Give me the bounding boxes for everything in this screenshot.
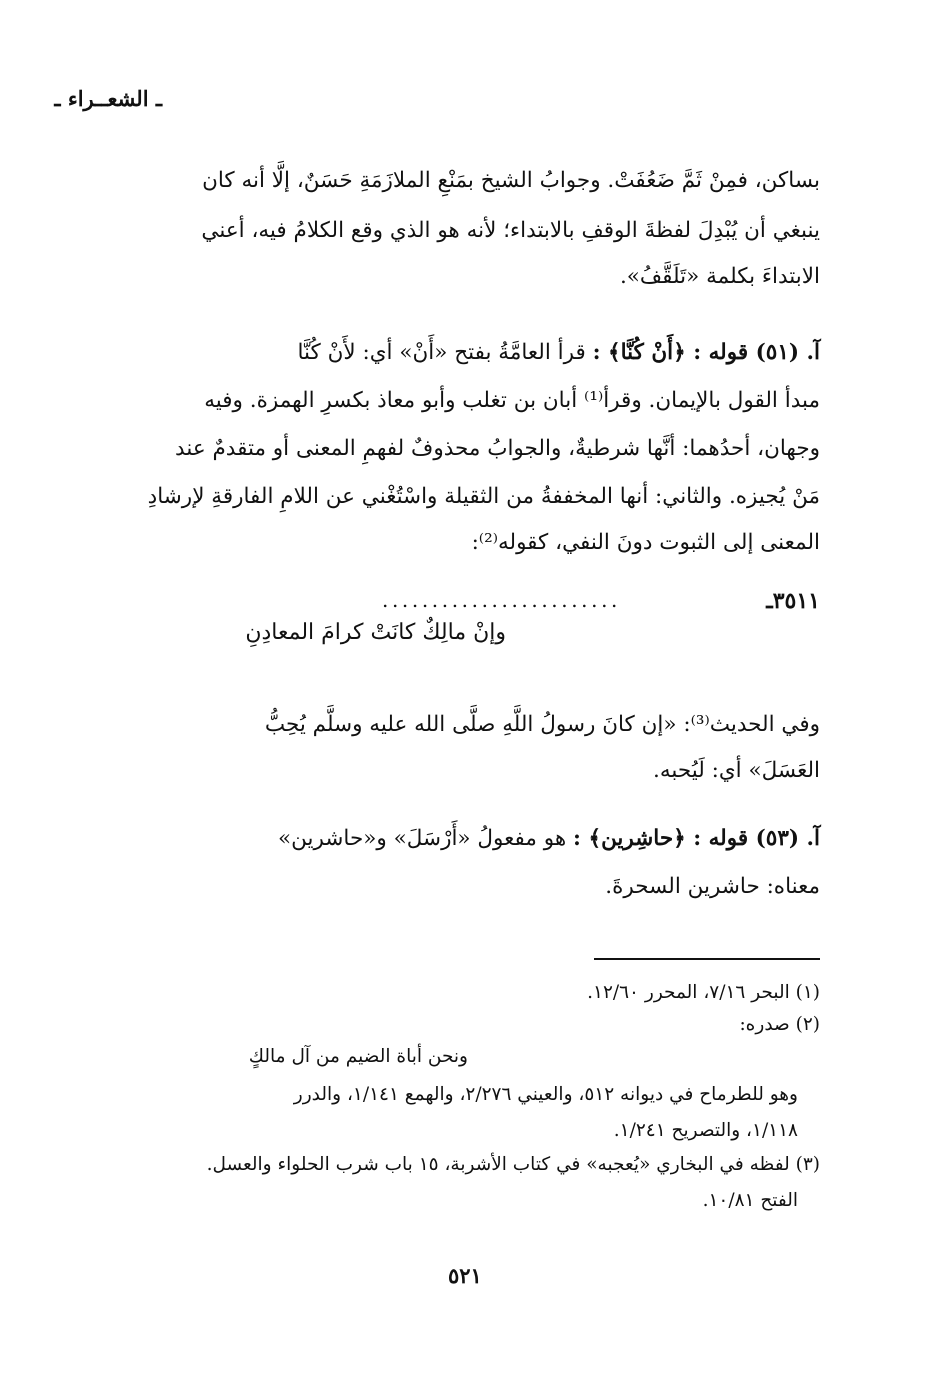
para2-line-2: مبدأ القول بالإيمان. وقرأ⁽¹⁾ أبان بن تغلب وأبو معاذ بكسرِ الهمزة. وفيه xyxy=(204,388,820,413)
footnote-3-number: (٣) xyxy=(795,1154,820,1175)
footnote-1-number: (١) xyxy=(795,982,820,1003)
page-number: ٥٢١ xyxy=(448,1263,482,1288)
para1-line-1: بساكن، فمِنْ ثَمَّ ضَعُفَتْ. وجوابُ الشيخ بمَنْعِ الملازَمَةِ حَسَنٌ، إلَّا أنه كان xyxy=(202,168,820,193)
para2-line-4: مَنْ يُجيزه. والثاني: أنها المخففةُ من الثقيلة واسْتُغْني عن اللامِ الفارقةِ لإرشادِ xyxy=(147,484,820,509)
para1-line-3: الابتداءَ بكلمة «تَلَقَّفُ». xyxy=(619,264,820,289)
verse-ellipsis: ........................ xyxy=(382,588,621,612)
footnote-2-number: (٢) xyxy=(795,1014,820,1035)
para2-line-5: المعنى إلى الثبوت دونَ النفي، كقوله⁽²⁾: xyxy=(471,530,820,555)
verse-text: وإنْ مالِكٌ كانَتْ كرامَ المعادِنِ xyxy=(245,620,506,645)
running-header: ـ الشعــراء ـ xyxy=(54,86,162,111)
para2-line-3: وجهان، أحدُهما: أنَّها شرطيةٌ، والجوابُ محذوفٌ لفهمِ المعنى أو متقدمٌ عند xyxy=(175,436,820,461)
verse-51-label: آ. (٥١) قوله : ﴿أَنْ كُنَّا﴾ : xyxy=(592,340,820,365)
footnote-2-text: صدره: xyxy=(739,1014,790,1035)
footnote-2-poem: ونحن أباة الضيم من آل مالكٍ xyxy=(248,1046,468,1067)
para3-line-2: العَسَلَ» أي: لَيُحبه. xyxy=(653,758,820,783)
para4-line-1 xyxy=(278,826,820,851)
verse-number: ٣٥١١ـ xyxy=(766,588,820,614)
footnote-2 xyxy=(739,1014,820,1035)
footnote-1-text: البحر ٧/١٦، المحرر ١٢/٦٠. xyxy=(587,982,790,1003)
footnote-2-cont-2: ١/١١٨، والتصريح ١/٢٤١. xyxy=(613,1120,798,1141)
footnote-divider xyxy=(594,958,820,960)
footnote-2-cont-1: وهو للطرماح في ديوانه ٥١٢، والعيني ٢/٢٧٦، والهمع ١/١٤١، والدرر xyxy=(293,1084,798,1105)
para2-line-1 xyxy=(297,340,820,365)
footnote-3 xyxy=(207,1154,820,1175)
para1-line-2: ينبغي أن يُبْدِلَ لفظةَ الوقفِ بالابتداء؛ لأنه هو الذي وقع الكلامُ فيه، أعني xyxy=(201,218,820,243)
para4-first-text: هو مفعولُ «أَرْسَلَ» و«حاشرين» xyxy=(278,826,567,851)
para4-line-2: معناه: حاشرين السحرةَ. xyxy=(605,874,820,899)
para2-first-text: قرأ العامَّةُ بفتح «أَنْ» أي: لأَنْ كُنَّا xyxy=(297,340,586,365)
para3-line-1: وفي الحديث⁽³⁾: «إن كانَ رسولُ اللَّهِ صلَّى الله عليه وسلَّم يُحِبُّ xyxy=(264,712,820,737)
footnote-3-cont: الفتح ١٠/٨١. xyxy=(702,1190,798,1211)
footnote-1 xyxy=(587,982,820,1003)
verse-53-label: آ. (٥٣) قوله : ﴿حاشِرين﴾ : xyxy=(573,826,820,851)
footnote-3-text: لفظه في البخاري «يُعجبه» في كتاب الأشربة، ١٥ باب شرب الحلواء والعسل. xyxy=(206,1154,790,1175)
